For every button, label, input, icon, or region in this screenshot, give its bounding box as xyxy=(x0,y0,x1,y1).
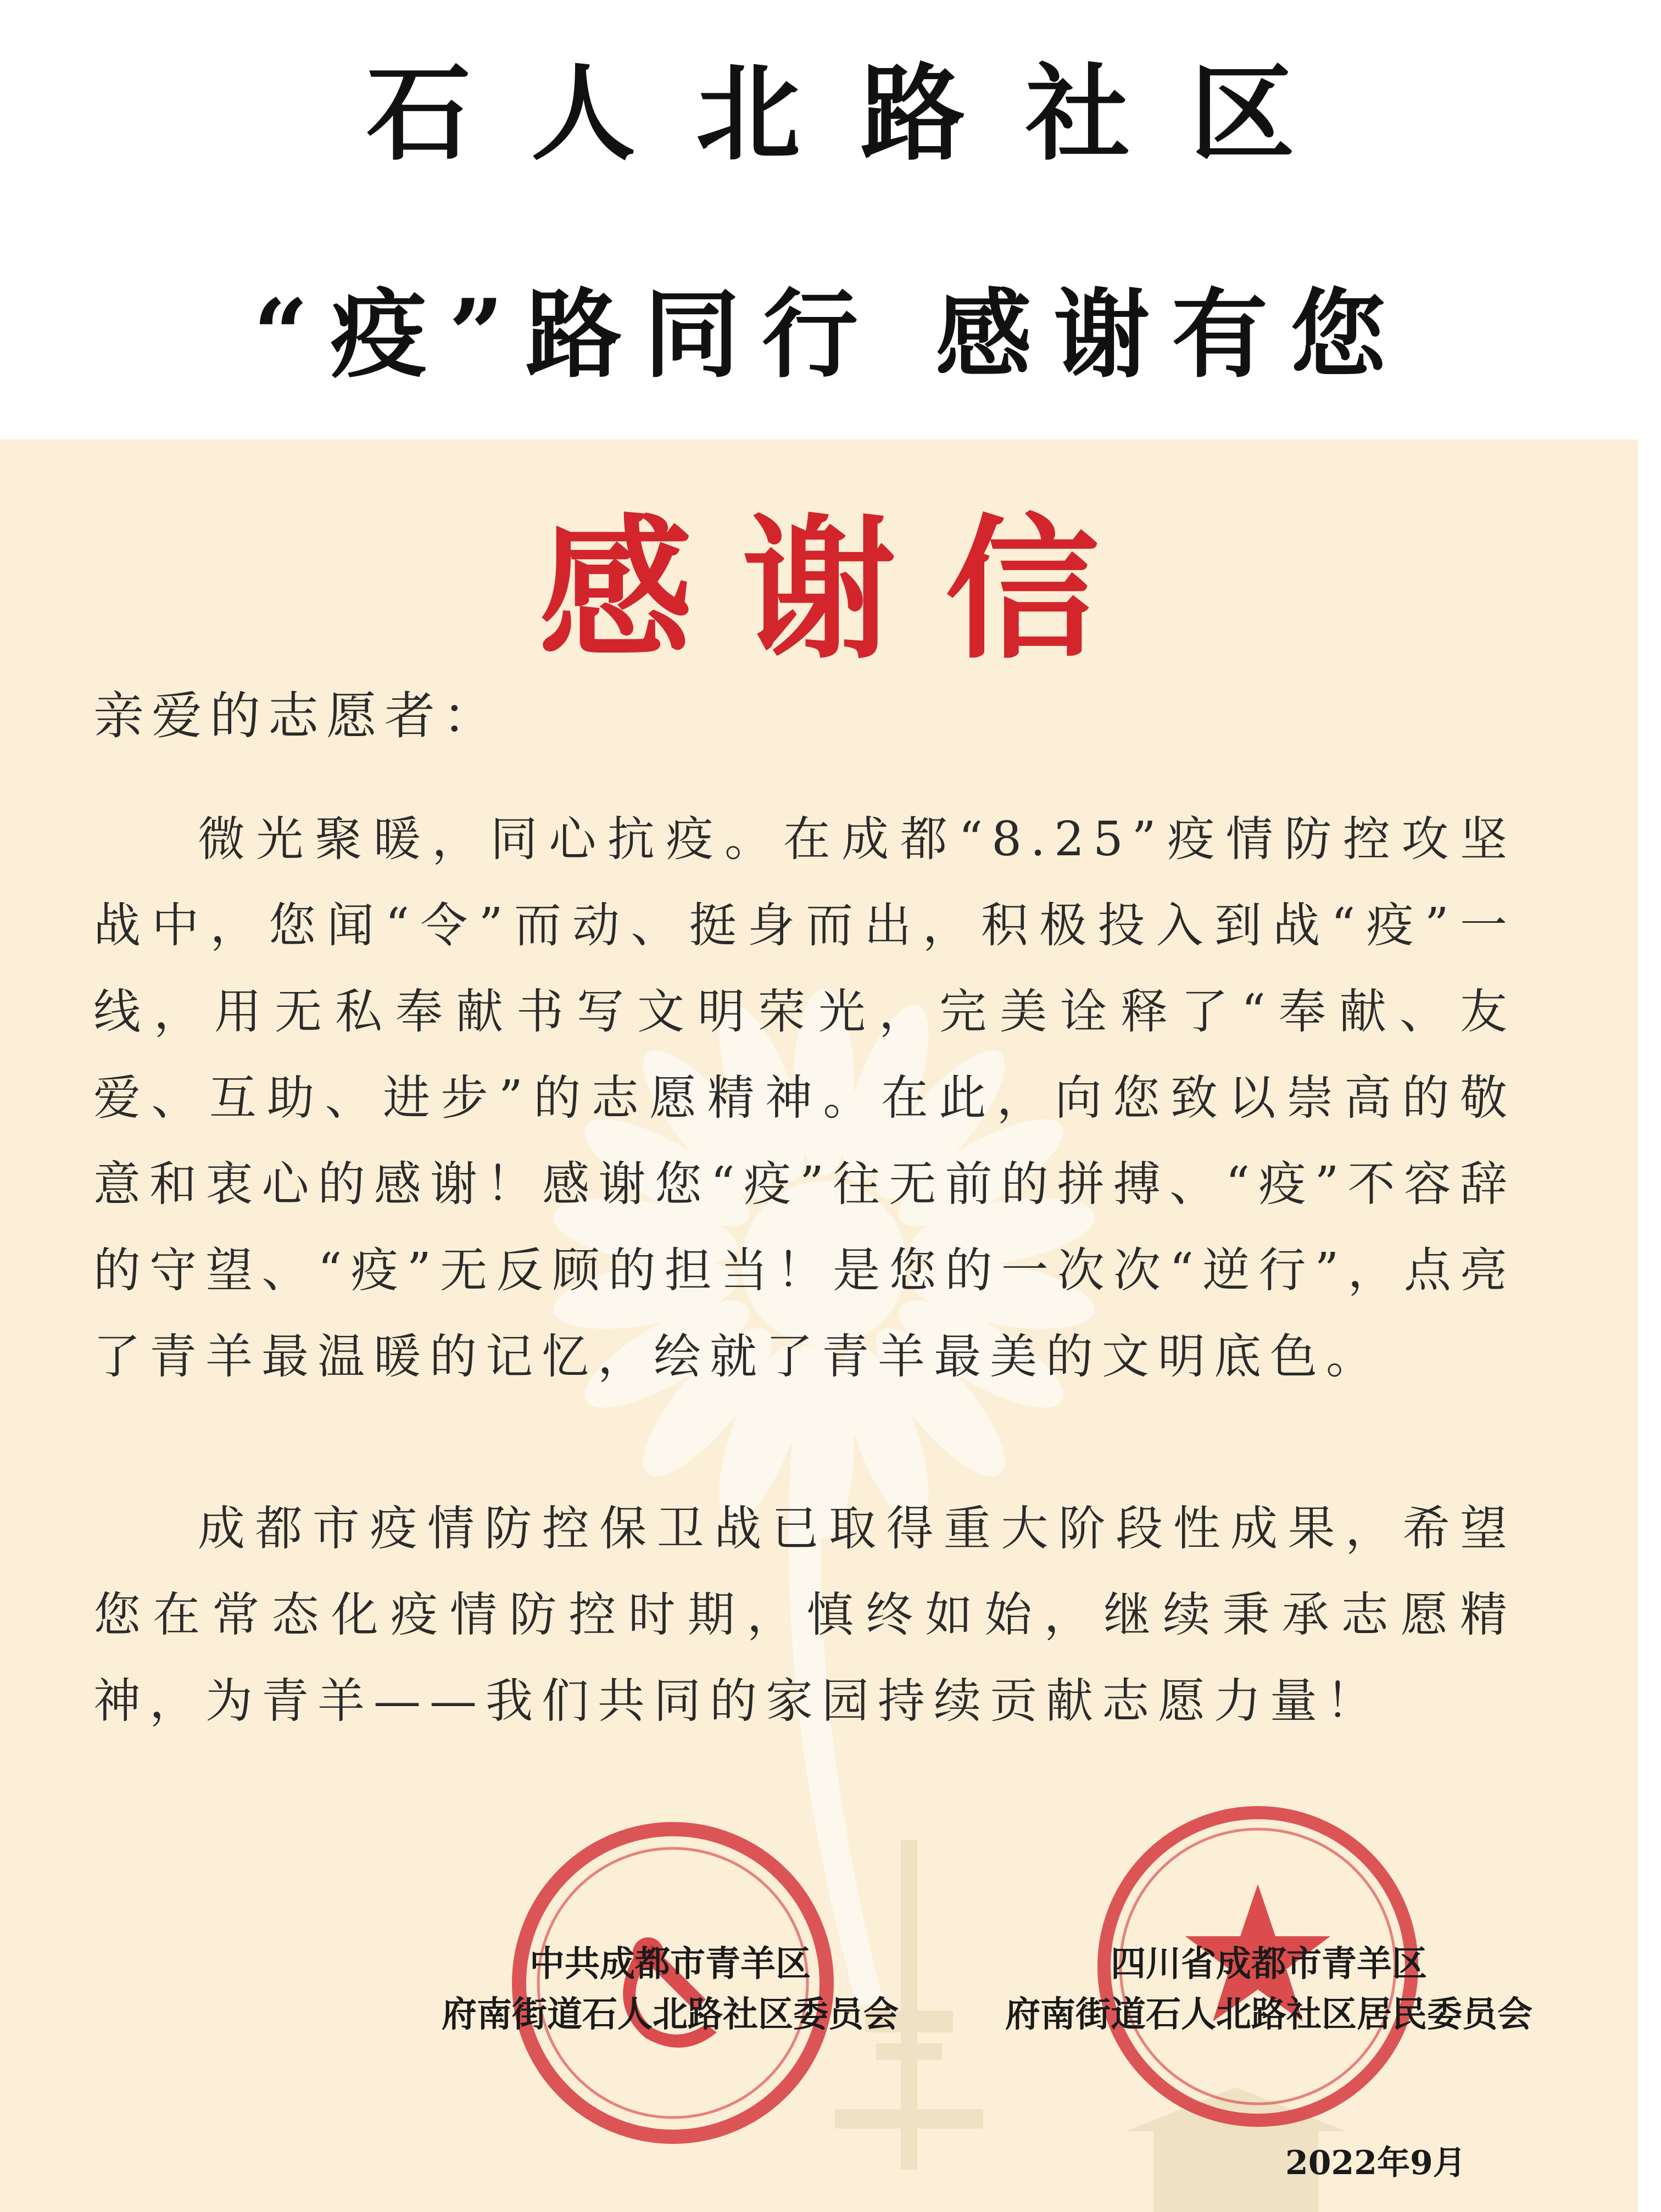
thank-you-letter xyxy=(0,439,1638,2212)
letter-date: 2022年9月 xyxy=(1285,2144,1466,2182)
slogan: “疫”路同行 感谢有您 xyxy=(253,278,1408,391)
salutation: 亲爱的志愿者： xyxy=(93,687,501,745)
letter-title: 感谢信 xyxy=(539,499,1149,680)
signatory-line: 府南街道石人北路社区委员会 xyxy=(442,1994,899,2035)
signatory-line: 府南街道石人北路社区居民委员会 xyxy=(1005,1994,1532,2035)
signatory-line: 中共成都市青羊区 xyxy=(529,1943,811,1985)
signatory-line: 四川省成都市青羊区 xyxy=(1111,1943,1427,1985)
letter-paragraph: 成都市疫情防控保卫战已取得重大阶段性成果，希望您在常态化疫情防控时期，慎终如始，继续秉承志愿精神，为青羊——我们共同的家园持续贡献志愿力量！ xyxy=(93,1501,1516,1729)
residents-committee-signature xyxy=(972,1939,1565,2040)
page-edge xyxy=(1636,439,1661,2212)
letter-paragraph: 微光聚暖，同心抗疫。在成都“8.25”疫情防控攻坚战中，您闻“令”而动、挺身而出，积极投入到战“疫”一线，用无私奉献书写文明荣光，完美诠释了“奉献、友爱、互助、进步”的志愿精神。在此，向您致以崇高的敬意和衷心的感谢！感谢您“疫”往无前的拼搏、“疫”不容辞的守望、“疫”无反顾的担当！是您的一次次“逆行”，点亮了青羊最温暖的记忆，绘就了青羊最美的文明底色。 xyxy=(93,812,1516,1384)
header xyxy=(0,0,1661,439)
community-name: 石人北路社区 xyxy=(366,52,1355,175)
party-committee-signature xyxy=(406,1939,934,2040)
